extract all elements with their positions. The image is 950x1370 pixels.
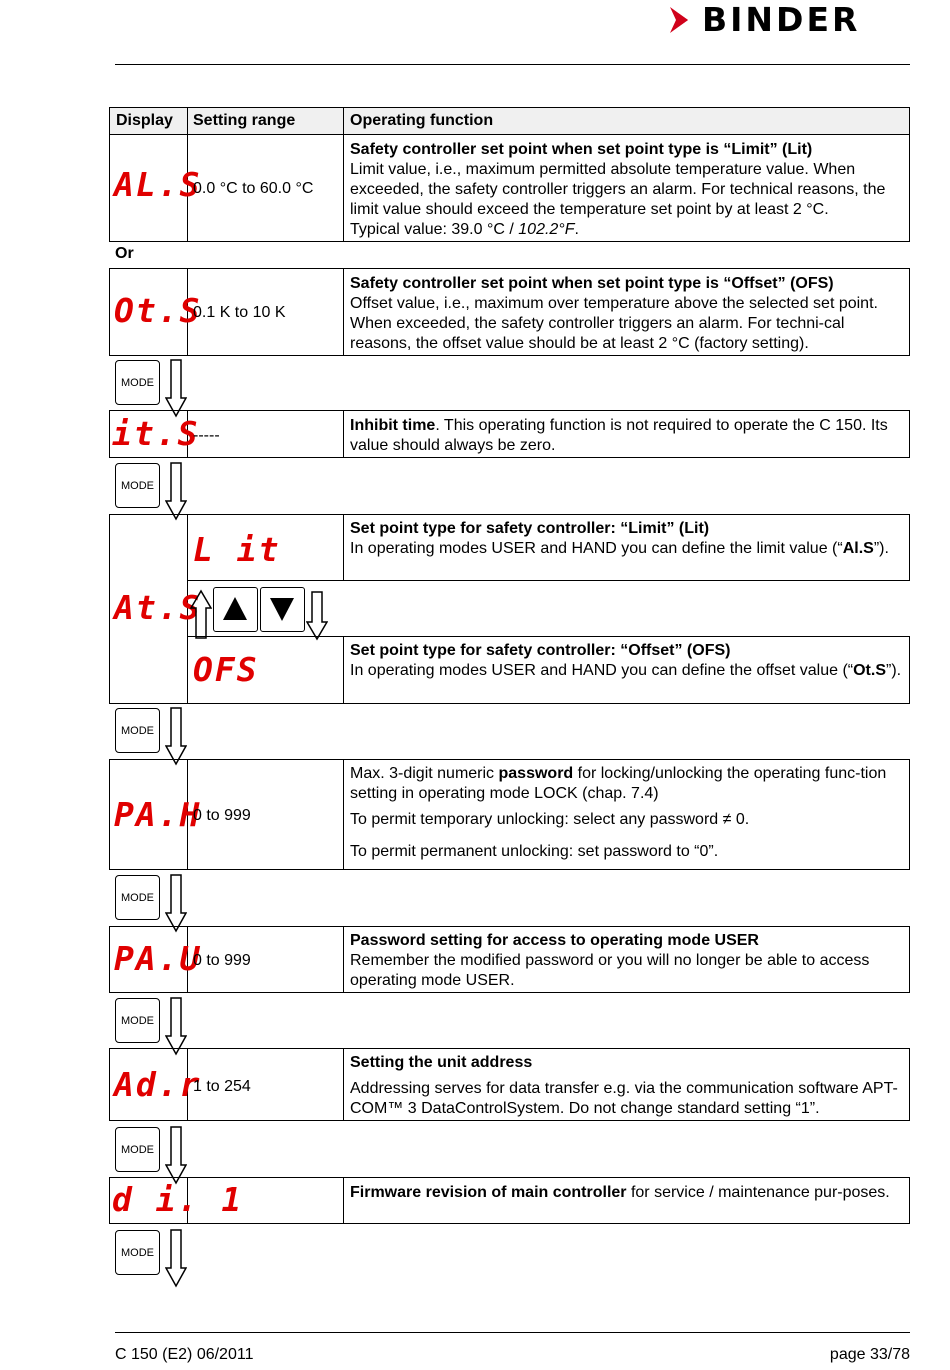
function-als: Safety controller set point when set point type is “Limit” (Lit) Limit value, i.e., maximum permitted absolute temperature value. When exceeded, the safety controller triggers an alarm. For technical reasons, the limit value should exceed the temperature set point by at least 2 °C. Typical value: 39.0 °C / 102.2°F. <box>350 141 886 238</box>
arrow-down-icon <box>165 1125 187 1185</box>
header-range: Setting range <box>193 112 296 129</box>
range-pau: 0 to 999 <box>193 952 251 969</box>
range-ots: 0.1 K to 10 K <box>193 304 286 321</box>
function-its: Inhibit time. This operating function is not required to operate the C 150. Its value should always be zero. <box>350 417 888 454</box>
led-di1: d i. 1 <box>112 1180 244 1219</box>
function-ofs: Set point type for safety controller: “Offset” (OFS) In operating modes USER and HAND you can define the offset value (“Ot.S”). <box>350 642 902 679</box>
binder-logo <box>668 2 913 38</box>
mode-key: MODE <box>115 875 160 920</box>
footer-doc-id: C 150 (E2) 06/2011 <box>115 1346 254 1363</box>
function-adr: Setting the unit address Addressing serves for data transfer e.g. via the communication software APT-COM™ 3 DataControlSystem. Do not change standard setting “1”. <box>350 1054 898 1117</box>
led-pau: PA.U <box>114 939 202 978</box>
mode-key: MODE <box>115 998 160 1043</box>
led-ofs: OFS <box>193 650 259 689</box>
arrow-down-icon <box>165 1228 187 1288</box>
mode-key: MODE <box>115 360 160 405</box>
led-lit: L it <box>193 530 281 569</box>
down-key <box>260 587 305 632</box>
led-adr: Ad.r <box>114 1065 202 1104</box>
range-als: 0.0 °C to 60.0 °C <box>193 180 314 197</box>
header-rule <box>115 64 910 65</box>
function-ots: Safety controller set point when set point type is “Offset” (OFS) Offset value, i.e., maximum over temperature above the selected set point. When exceeded, the safety controller triggers an alarm. For techni-cal reasons, the offset value should be at least 2 °C (factory setting). <box>350 275 878 352</box>
mode-key: MODE <box>115 463 160 508</box>
header-function: Operating function <box>350 112 494 129</box>
arrow-down-icon <box>165 461 187 521</box>
function-lit: Set point type for safety controller: “Limit” (Lit) In operating modes USER and HAND you can define the limit value (“Al.S”). <box>350 520 889 557</box>
footer-rule <box>115 1332 910 1333</box>
arrow-down-icon <box>165 358 187 418</box>
mode-key: MODE <box>115 708 160 753</box>
header-display: Display <box>116 112 173 129</box>
arrow-down-icon <box>165 873 187 933</box>
function-pah: Max. 3-digit numeric password for locking/unlocking the operating func-tion setting in operating mode LOCK (chap. 7.4) To permit temporary unlocking: select any password ≠ 0. To permit permanent unlocking: set password to “0”. <box>350 765 887 860</box>
footer-page-number: page 33/78 <box>829 1346 910 1363</box>
arrow-down-icon <box>165 996 187 1056</box>
mode-key: MODE <box>115 1127 160 1172</box>
function-di1: Firmware revision of main controller for service / maintenance pur-poses. <box>350 1184 890 1201</box>
arrow-down-icon <box>165 706 187 766</box>
function-pau: Password setting for access to operating mode USER Remember the modified password or you will no longer be able to access operating mode USER. <box>350 932 870 989</box>
led-ats: At.S <box>114 588 202 627</box>
led-ots: Ot.S <box>114 291 202 330</box>
range-adr: 1 to 254 <box>193 1078 251 1095</box>
mode-key: MODE <box>115 1230 160 1275</box>
range-pah: 0 to 999 <box>193 807 251 824</box>
or-label: Or <box>115 245 134 262</box>
triangle-up-icon <box>214 588 256 630</box>
range-its: ----- <box>193 427 220 444</box>
logo-text: BINDER <box>702 0 861 39</box>
triangle-down-icon <box>261 588 303 630</box>
logo-arrow-icon <box>668 5 694 35</box>
led-its: it.S <box>112 414 200 453</box>
up-key <box>213 587 258 632</box>
led-als: AL.S <box>114 165 202 204</box>
led-pah: PA.H <box>114 795 202 834</box>
